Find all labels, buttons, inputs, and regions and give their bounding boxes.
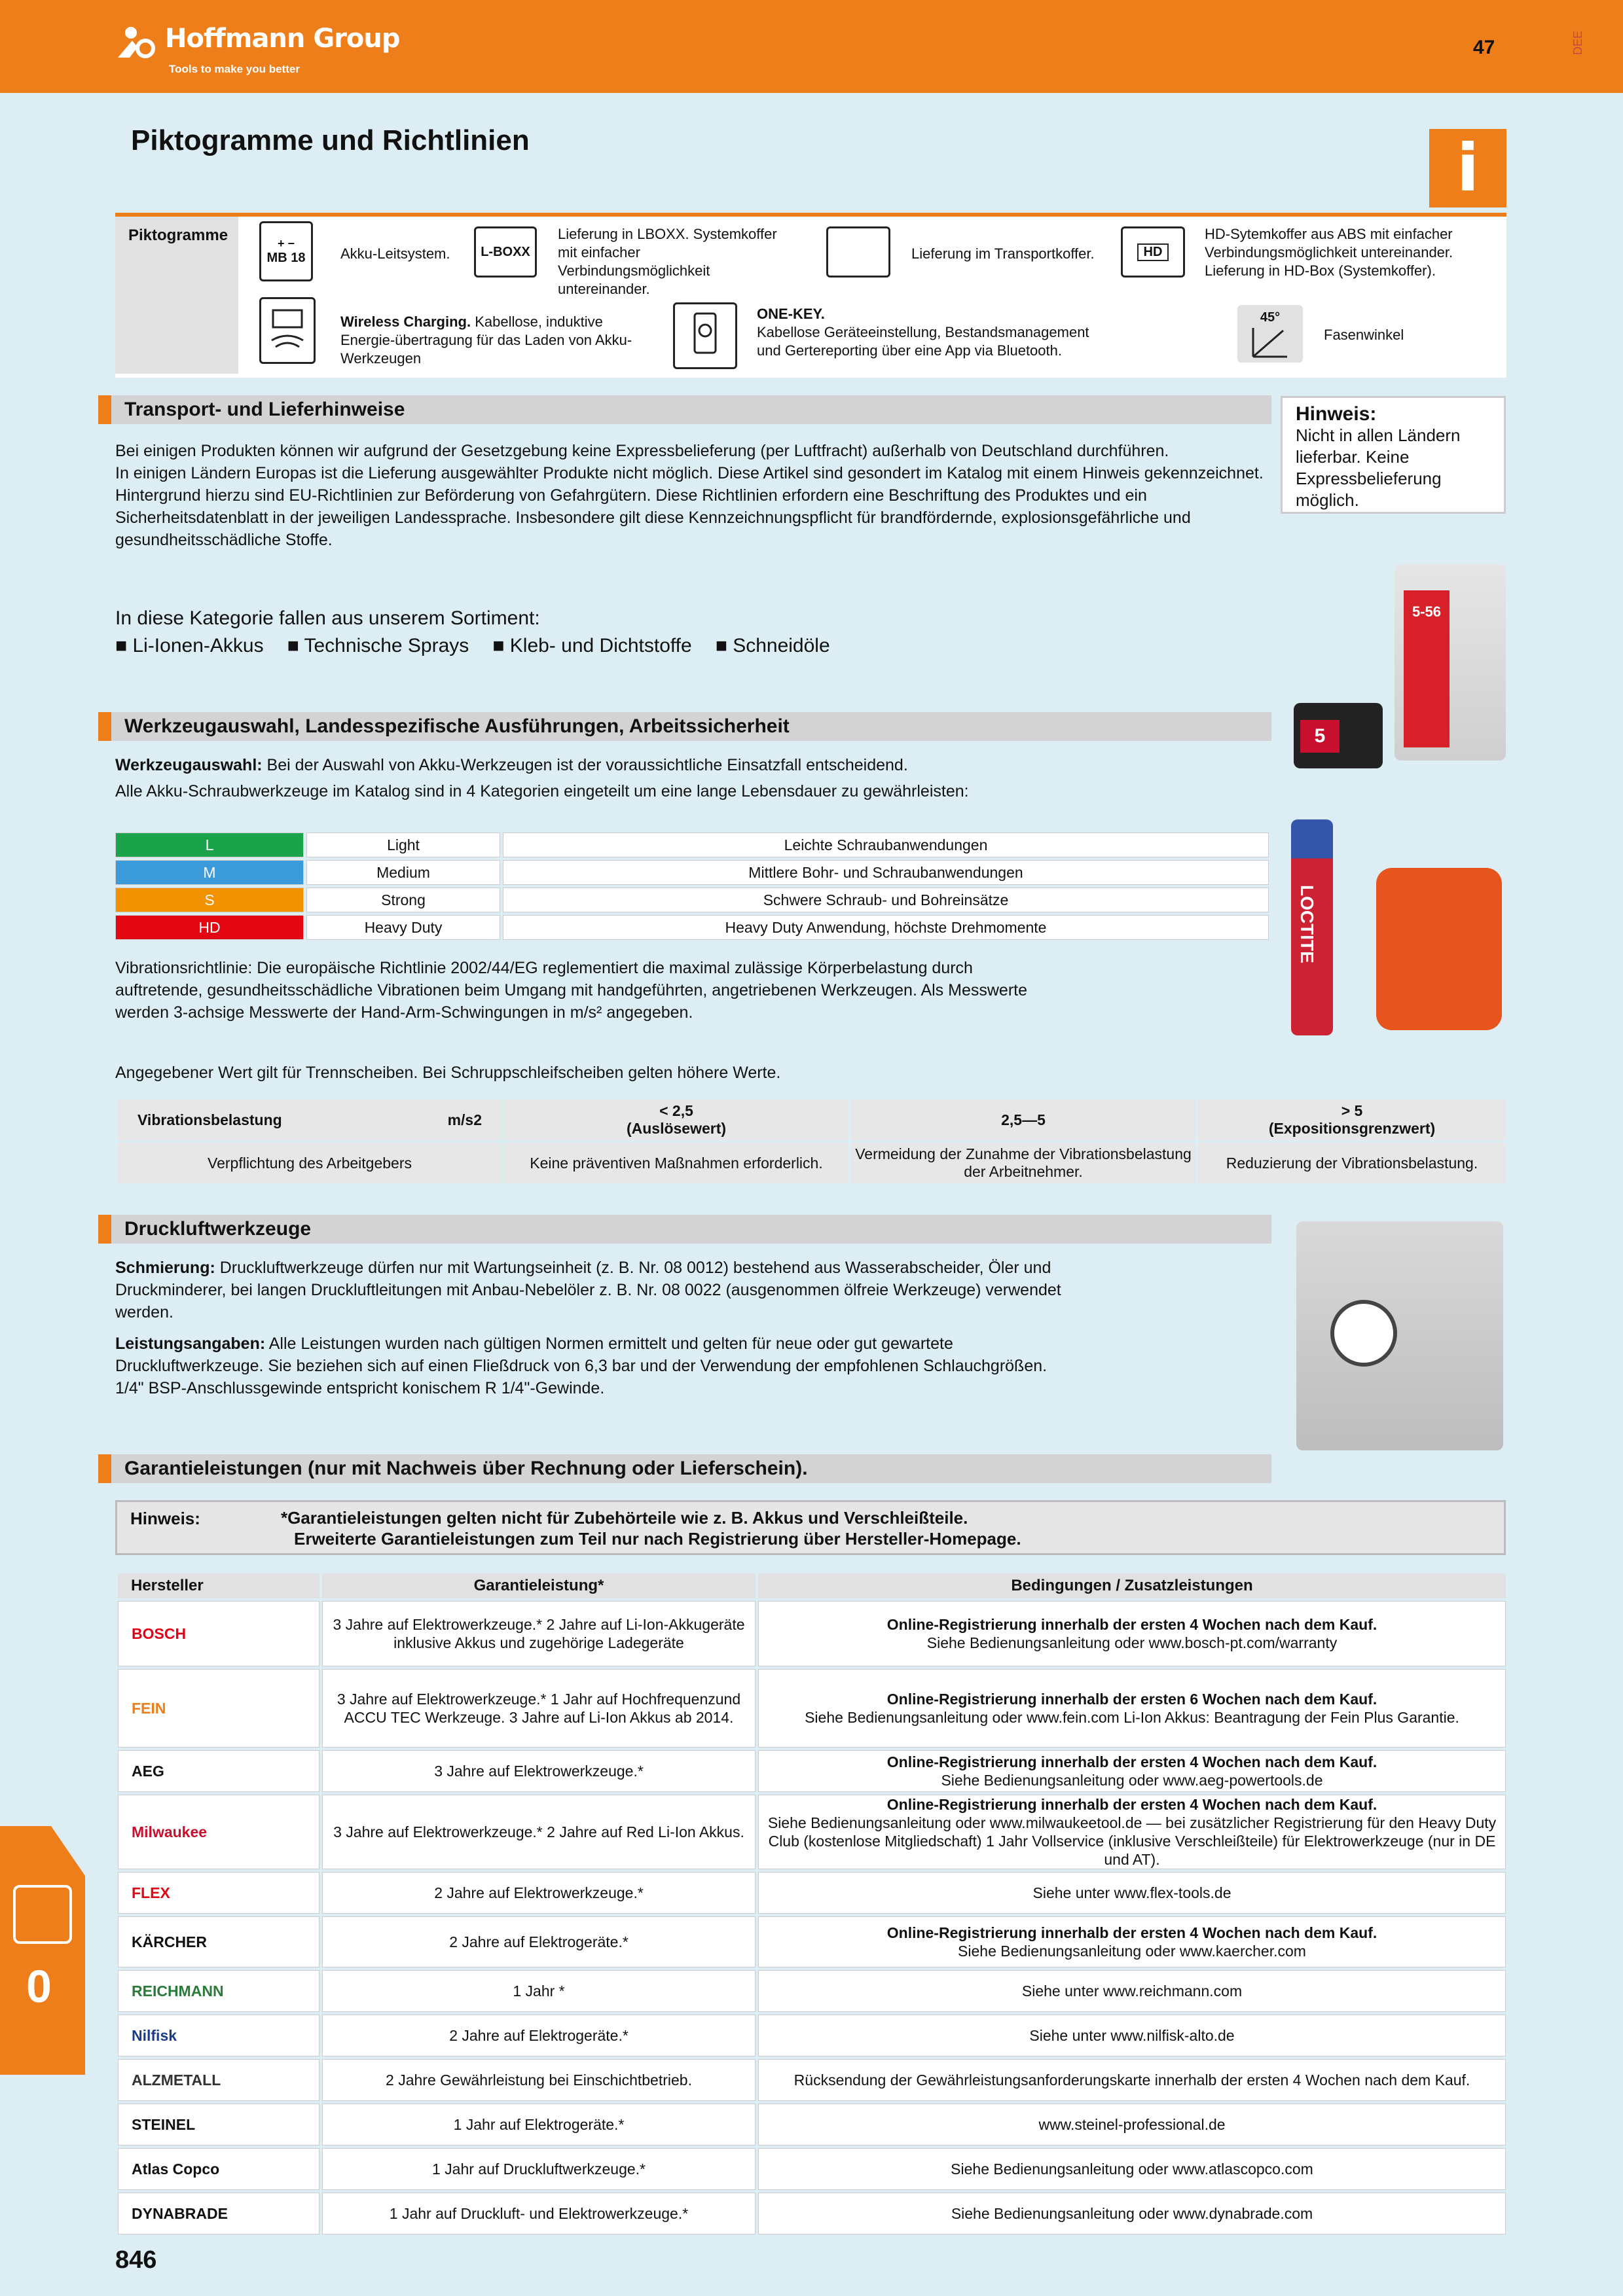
hint-title: Hinweis: — [1296, 403, 1377, 425]
chamfer-angle-icon: 45° — [1237, 305, 1303, 363]
conditions-cell — [758, 1669, 1506, 1748]
section-heading-transport: Transport- und Lieferhinweise — [98, 395, 1271, 424]
conditions-cell — [758, 2104, 1506, 2145]
transport-p2: In einigen Ländern Europas ist die Lieferung ausgewählter Produkte nicht möglich. Diese Artikel sind gesondert im Katalog mit einem Hinweis gekennzeichnet. — [115, 464, 1264, 482]
werkzeug-p1-text: Bei der Auswahl von Akku-Werkzeugen ist der voraussichtliche Einsatzfall entscheidend. — [262, 756, 908, 774]
transport-case-icon — [826, 226, 890, 278]
category-table — [113, 830, 1271, 942]
category-code: HD — [115, 915, 304, 940]
picto-text-fase: Fasenwinkel — [1324, 327, 1404, 343]
category-desc: Heavy Duty Anwendung, höchste Drehmomente — [503, 915, 1269, 940]
conditions-cell — [758, 1916, 1506, 1967]
conditions-text: Rücksendung der Gewährleistungsanforderungskarte innerhalb der ersten 4 Wochen nach dem Kauf. — [793, 2072, 1470, 2089]
table-row — [118, 2193, 1506, 2234]
category-name: Light — [306, 833, 500, 857]
brand-logo: BOSCH — [118, 1601, 319, 1666]
table-row — [118, 1872, 1506, 1914]
section-heading-garantie: Garantieleistungen (nur mit Nachweis über Rechnung oder Lieferschein). — [98, 1454, 1271, 1483]
conditions-text: www.steinel-professional.de — [1038, 2116, 1226, 2133]
brand-logo: ALZMETALL — [118, 2059, 319, 2101]
category-item: ■ Technische Sprays — [287, 635, 469, 656]
guarantee-cell: 2 Jahre auf Elektrowerkzeuge.* — [322, 1872, 756, 1914]
table-row — [115, 833, 1269, 857]
picto-text-akku: Akku-Leitsystem. — [340, 245, 450, 262]
chapter-tab — [0, 1826, 85, 2075]
brand-logo: Nilfisk — [118, 2015, 319, 2056]
vibration-note: Angegebener Wert gilt für Trennscheiben. Bei Schruppschleifscheiben gelten höhere Werte. — [115, 1064, 781, 1082]
table-row — [118, 2015, 1506, 2056]
guarantee-cell: 1 Jahr auf Elektrogeräte.* — [322, 2104, 756, 2145]
druckluft-leistung: Leistungsangaben: Alle Leistungen wurden nach gültigen Normen ermittelt und gelten für neue oder gut gewartete Druckluftwerkzeuge. Sie beziehen sich auf einen Fließdruck von 6,3 bar und der Verwendung der empfohlenen Schlauchgrößen. 1/4" BSP-Anschlussgewinde entspricht konischem R 1/4"-Gewinde. — [115, 1335, 1048, 1397]
table-row — [118, 1100, 1506, 1140]
page-number-bottom: 846 — [115, 2246, 157, 2274]
table-row — [118, 2059, 1506, 2101]
guarantee-cell: 3 Jahre auf Elektrowerkzeuge.* — [322, 1750, 756, 1792]
guarantee-cell: 2 Jahre Gewährleistung bei Einschichtbetrieb. — [322, 2059, 756, 2101]
conditions-text: Siehe unter www.reichmann.com — [1021, 1982, 1243, 2000]
canister-image — [1376, 868, 1502, 1030]
table-row — [118, 1795, 1506, 1869]
brand-logo: REICHMANN — [118, 1970, 319, 2012]
vib-unit: m/s2 — [447, 1111, 482, 1128]
maintenance-unit-image — [1296, 1221, 1503, 1450]
category-item: ■ Li-Ionen-Akkus — [115, 635, 264, 656]
transport-p1: Bei einigen Produkten können wir aufgrund der Gesetzgebung keine Expressbelieferung (per Luftfracht) außerhalb von Deutschland durchführen. — [115, 442, 1169, 460]
druckluft-schmierung: Schmierung: Druckluftwerkzeuge dürfen nur mit Wartungseinheit (z. B. Nr. 08 0012) bestehend aus Wasserabscheider, Öler und Druckminderer, bei langen Druckluftleitungen mit Anbau-Nebelöler z. B. Nr. 08 0022 (ausgenommen ölfreie Werkzeuge) verwendet werden. — [115, 1259, 1061, 1321]
brand-name: Hoffmann Group — [165, 24, 400, 54]
vib-h2: 2,5—5 — [851, 1100, 1195, 1140]
page-number-top: 47 — [1473, 37, 1495, 58]
category-desc: Schwere Schraub- und Bohreinsätze — [503, 888, 1269, 912]
conditions-text: Siehe unter www.nilfisk-alto.de — [1029, 2027, 1235, 2044]
conditions-text: Siehe Bedienungsanleitung oder www.atlascopco.com — [951, 2161, 1313, 2178]
conditions-text: Siehe unter www.flex-tools.de — [1032, 1884, 1231, 1901]
werkzeug-p1 — [115, 754, 1267, 776]
battery-system-icon: + − MB 18 — [259, 221, 313, 281]
guarantee-table — [115, 1571, 1508, 2237]
brand-logo: Atlas Copco — [118, 2148, 319, 2190]
conditions-bold: Online-Registrierung innerhalb der ersten 4 Wochen nach dem Kauf. — [886, 1616, 1377, 1633]
hoffmann-logo-icon — [115, 24, 161, 60]
col-header-bedingungen: Bedingungen / Zusatzleistungen — [758, 1573, 1506, 1598]
category-name: Heavy Duty — [306, 915, 500, 940]
table-row — [118, 1750, 1506, 1792]
category-intro: In diese Kategorie fallen aus unserem Sortiment: — [115, 607, 540, 629]
vib-label: Vibrationsbelastung — [137, 1111, 282, 1128]
picto-text-onekey — [757, 305, 1097, 360]
brand-tagline: Tools to make you better — [169, 63, 300, 75]
conditions-cell — [758, 1872, 1506, 1914]
guarantee-cell: 1 Jahr auf Druckluftwerkzeuge.* — [322, 2148, 756, 2190]
safety-gear-icon — [13, 1885, 72, 1944]
guarantee-cell: 1 Jahr * — [322, 1970, 756, 2012]
table-row — [118, 2148, 1506, 2190]
guarantee-cell: 3 Jahre auf Elektrowerkzeuge.* 2 Jahre auf Red Li-Ion Akkus. — [322, 1795, 756, 1869]
conditions-cell — [758, 1750, 1506, 1792]
chapter-number: 0 — [26, 1961, 52, 2012]
table-row — [118, 1143, 1506, 1183]
table-row — [118, 1916, 1506, 1967]
section-heading-werkzeug: Werkzeugauswahl, Landesspezifische Ausführungen, Arbeitssicherheit — [98, 712, 1271, 741]
pictogram-label: Piktogramme — [128, 226, 228, 244]
guarantee-hint-label: Hinweis: — [130, 1509, 200, 1528]
brand-logo: DYNABRADE — [118, 2193, 319, 2234]
guarantee-cell: 3 Jahre auf Elektrowerkzeuge.* 1 Jahr auf Hochfrequenzund ACCU TEC Werkzeuge. 3 Jahre auf Li-Ion Akkus ab 2014. — [322, 1669, 756, 1748]
delivery-hint-box — [1281, 396, 1506, 514]
brand-logo: KÄRCHER — [118, 1916, 319, 1967]
picto-text-transport: Lieferung im Transportkoffer. — [911, 245, 1095, 262]
guarantee-cell: 2 Jahre auf Elektrogeräte.* — [322, 2015, 756, 2056]
table-row — [118, 1601, 1506, 1666]
vib-r2: Vermeidung der Zunahme der Vibrationsbelastung der Arbeitnehmer. — [851, 1143, 1195, 1183]
picto-desc-wireless: Kabellose, induktive Energie-übertragung für das Laden von Akku-Werkzeugen — [340, 314, 632, 367]
vib-label-cell — [118, 1100, 501, 1140]
conditions-text: Siehe Bedienungsanleitung oder www.fein.com Li-Ion Akkus: Beantragung der Fein Plus Garantie. — [805, 1709, 1459, 1726]
brand-logo: Milwaukee — [118, 1795, 319, 1869]
conditions-cell — [758, 2015, 1506, 2056]
col-header-hersteller: Hersteller — [118, 1573, 319, 1598]
battery-pack-image — [1294, 703, 1383, 768]
col-header-garantie: Garantieleistung* — [322, 1573, 756, 1598]
adhesive-label: LOCTITE — [1297, 885, 1317, 963]
brand-logo: FLEX — [118, 1872, 319, 1914]
conditions-cell — [758, 1601, 1506, 1666]
conditions-text: Siehe Bedienungsanleitung oder www.kaercher.com — [958, 1943, 1306, 1960]
conditions-cell — [758, 1970, 1506, 2012]
hint-text: Nicht in allen Ländern lieferbar. Keine Expressbelieferung möglich. — [1296, 425, 1461, 510]
brand-logo: STEINEL — [118, 2104, 319, 2145]
picto-text-wireless — [340, 313, 642, 368]
transport-body — [115, 440, 1267, 551]
conditions-bold: Online-Registrierung innerhalb der ersten 4 Wochen nach dem Kauf. — [886, 1924, 1377, 1941]
pressure-gauge-icon — [1330, 1300, 1397, 1367]
spray-can-image — [1395, 564, 1506, 761]
category-list — [115, 635, 830, 657]
vib-r3: Reduzierung der Vibrationsbelastung. — [1198, 1143, 1506, 1183]
transport-p3: Hintergrund hierzu sind EU-Richtlinien zur Beförderung von Gefahrgütern. Diese Richtlinien erfordern eine Beschriftung des Produktes und ein Sicherheitsdatenblatt in der jeweiligen Landessprache. Insbesondere gilt diese Kennzeichnungspflicht für brandfördernde, explosionsgefährliche und gesundheitsschädliche Stoffe. — [115, 486, 1191, 549]
guarantee-hint-text: *Garantieleistungen gelten nicht für Zubehörteile wie z. B. Akkus und Verschleißteile. Erweiterte Garantieleistungen zum Teil nur nach Registrierung über Hersteller-Homepage. — [281, 1508, 1021, 1549]
table-row — [115, 915, 1269, 940]
conditions-cell — [758, 2148, 1506, 2190]
lboxx-icon: L-BOXX — [474, 226, 537, 278]
picto-desc-onekey: Kabellose Geräteeinstellung, Bestandsmanagement und Gertereporting über eine App via Bluetooth. — [757, 324, 1089, 359]
guarantee-cell: 1 Jahr auf Druckluft- und Elektrowerkzeuge.* — [322, 2193, 756, 2234]
picto-text-hd: HD-Sytemkoffer aus ABS mit einfacher Verbindungsmöglichkeit untereinander. Lieferung in HD-Box (Systemkoffer). — [1205, 226, 1453, 279]
category-desc: Leichte Schraubanwendungen — [503, 833, 1269, 857]
category-name: Medium — [306, 860, 500, 885]
conditions-bold: Online-Registrierung innerhalb der ersten 4 Wochen nach dem Kauf. — [886, 1753, 1377, 1770]
conditions-cell — [758, 1795, 1506, 1869]
picto-title-wireless: Wireless Charging. — [340, 314, 471, 330]
info-icon: i — [1429, 129, 1506, 207]
guarantee-cell: 3 Jahre auf Elektrowerkzeuge.* 2 Jahre auf Li-Ion-Akkugeräte inklusive Akkus und zugehörige Ladegeräte — [322, 1601, 756, 1666]
one-key-icon — [673, 302, 737, 369]
guarantee-hint-box — [115, 1500, 1506, 1555]
table-row — [115, 888, 1269, 912]
adhesive-stick-image — [1291, 819, 1333, 1035]
language-code: DEE — [1571, 30, 1584, 55]
table-row — [118, 1573, 1506, 1598]
werkzeug-p2: Alle Akku-Schraubwerkzeuge im Katalog sind in 4 Kategorien eingeteilt um eine lange Lebensdauer zu gewährleisten: — [115, 782, 969, 800]
conditions-text: Siehe Bedienungsanleitung oder www.milwaukeetool.de — bei zusätzlicher Registrierung für den Heavy Duty Club (kostenlose Mitgliedschaft) 1 Jahr Vollservice (inklusive Verschleißteile) für Elektrowerkzeuge (nur in DE und AT). — [767, 1814, 1497, 1868]
vibration-table — [115, 1097, 1508, 1186]
table-row — [118, 2104, 1506, 2145]
brand-logo: FEIN — [118, 1669, 319, 1748]
conditions-bold: Online-Registrierung innerhalb der ersten 6 Wochen nach dem Kauf. — [886, 1691, 1377, 1708]
picto-text-lboxx: Lieferung in LBOXX. Systemkoffer mit einfacher Verbindungsmöglichkeit untereinander. — [558, 226, 777, 297]
wireless-charging-icon — [259, 297, 316, 364]
conditions-bold: Online-Registrierung innerhalb der ersten 4 Wochen nach dem Kauf. — [886, 1796, 1377, 1813]
hd-box-icon: HD — [1121, 226, 1185, 278]
conditions-text: Siehe Bedienungsanleitung oder www.dynabrade.com — [951, 2205, 1313, 2222]
table-row — [115, 860, 1269, 885]
werkzeug-p1-bold: Werkzeugauswahl: — [115, 756, 263, 774]
conditions-cell — [758, 2193, 1506, 2234]
category-code: L — [115, 833, 304, 857]
vib-row-label: Verpflichtung des Arbeitgebers — [118, 1143, 501, 1183]
vib-h1: < 2,5 (Auslösewert) — [504, 1100, 848, 1140]
spray-label: 5-56 — [1404, 590, 1450, 747]
page-title: Piktogramme und Richtlinien — [131, 124, 530, 156]
battery-label: 5 — [1300, 720, 1340, 753]
table-row — [118, 1970, 1506, 2012]
category-code: S — [115, 888, 304, 912]
vib-h3: > 5 (Expositionsgrenzwert) — [1198, 1100, 1506, 1140]
picto-title-onekey: ONE-KEY. — [757, 306, 825, 322]
category-item: ■ Schneidöle — [715, 635, 830, 656]
category-desc: Mittlere Bohr- und Schraubanwendungen — [503, 860, 1269, 885]
vibration-text: Vibrationsrichtlinie: Die europäische Richtlinie 2002/44/EG reglementiert die maximal zulässige Körperbelastung durch auftretende, gesundheitsschädliche Vibrationen beim Umgang mit handgeführten, angetriebenen Werkzeugen. Als Messwerte werden 3-achsige Messwerte der Hand-Arm-Schwingungen in m/s² angegeben. — [115, 959, 1027, 1022]
brand-logo: AEG — [118, 1750, 319, 1792]
category-name: Strong — [306, 888, 500, 912]
section-heading-druckluft: Druckluftwerkzeuge — [98, 1215, 1271, 1244]
conditions-text: Siehe Bedienungsanleitung oder www.aeg-powertools.de — [941, 1772, 1323, 1789]
table-row — [118, 1669, 1506, 1748]
vib-r1: Keine präventiven Maßnahmen erforderlich. — [504, 1143, 848, 1183]
category-code: M — [115, 860, 304, 885]
category-item: ■ Kleb- und Dichtstoffe — [492, 635, 692, 656]
conditions-cell — [758, 2059, 1506, 2101]
conditions-text: Siehe Bedienungsanleitung oder www.bosch-pt.com/warranty — [926, 1634, 1338, 1651]
guarantee-cell: 2 Jahre auf Elektrogeräte.* — [322, 1916, 756, 1967]
